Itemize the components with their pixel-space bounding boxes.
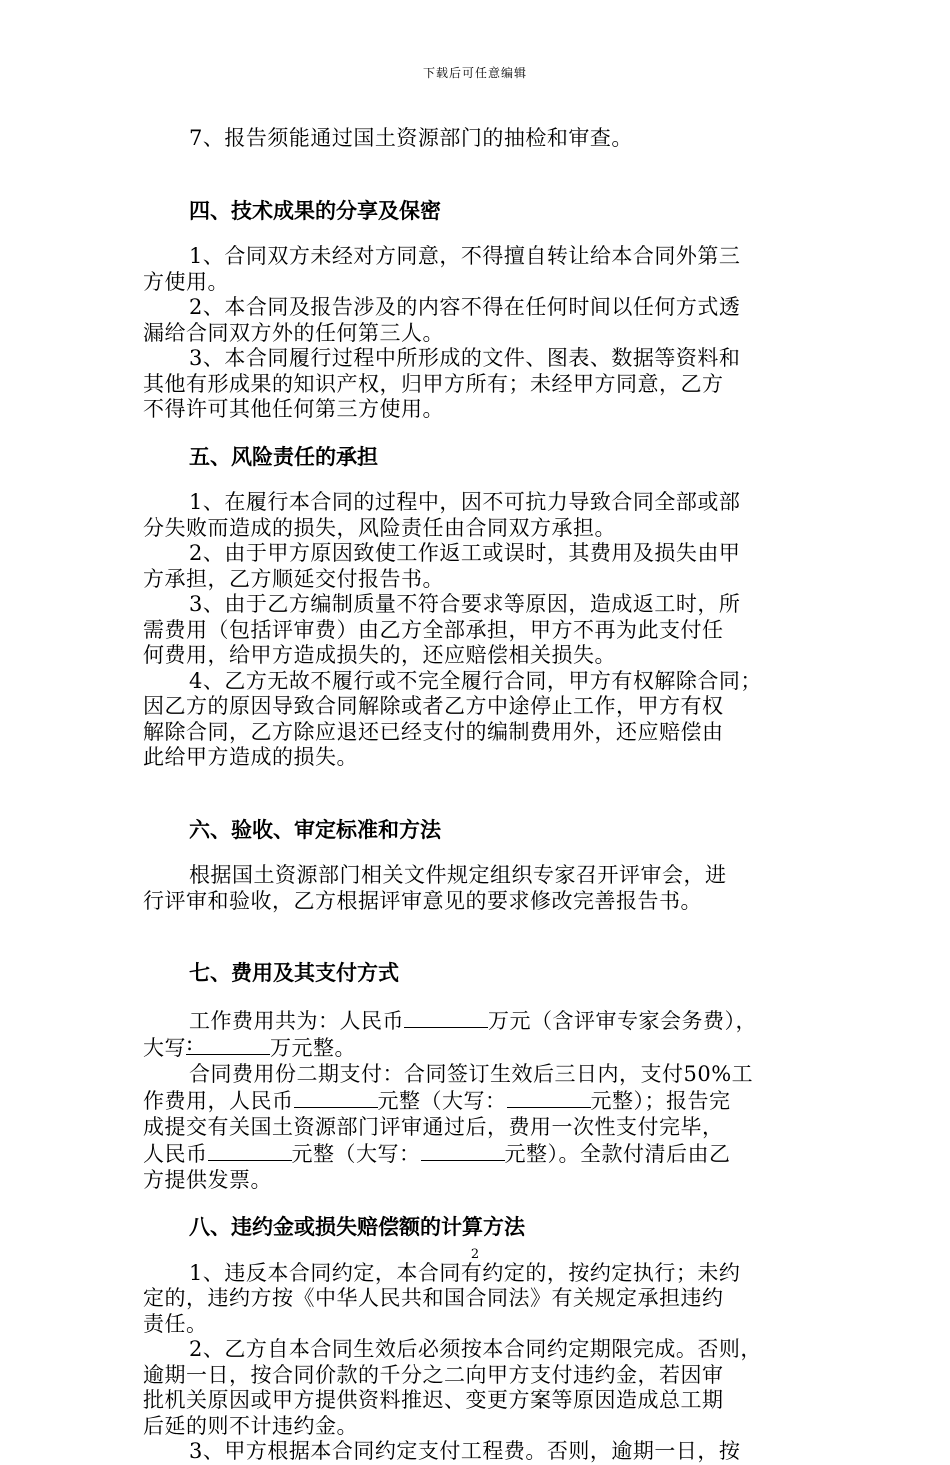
paragraph-item-7: 7、报告须能通过国土资源部门的抽检和审查。 [189, 126, 633, 150]
document-body [143, 126, 806, 1465]
section-5-title: 五、风险责任的承担 [189, 443, 378, 469]
section-5-item-2: 2、由于甲方原因致使工作返工或误时，其费用及损失由甲 方承担，乙方顺延交付报告书。 [143, 541, 741, 591]
page-number: 2 [470, 1247, 480, 1262]
section-6-body: 根据国土资源部门相关文件规定组织专家召开评审会，进 行评审和验收，乙方根据评审意见的要求修改完善报告书。 [143, 863, 727, 913]
section-4-item-2: 2、本合同及报告涉及的内容不得在任何时间以任何方式透 漏给合同双方外的任何第三人。 [143, 295, 741, 345]
second-payment-amount-blank[interactable] [208, 1140, 292, 1161]
section-8-title: 八、违约金或损失赔偿额的计算方法 [189, 1214, 525, 1239]
section-8-item-2: 2、乙方自本合同生效后必须按本合同约定期限完成。否则， 逾期一日，按合同价款的千分之二向甲方支付违约金，若因审 批机关原因或甲方提供资料推迟、变更方案等原因造成总工期 后延的则不计违约金。 [143, 1337, 762, 1438]
section-5-item-4: 4、乙方无故不履行或不完全履行合同，甲方有权解除合同； 因乙方的原因导致合同解除或者乙方中途停止工作，甲方有权 解除合同，乙方除应退还已经支付的编制费用外，还应赔偿由 此给甲方造成的损失。 [143, 668, 762, 769]
section-4-item-1: 1、合同双方未经对方同意，不得擅自转让给本合同外第三 方使用。 [143, 244, 741, 294]
fee-capital-blank[interactable]: : [186, 1034, 270, 1055]
first-payment-amount-blank[interactable] [294, 1087, 378, 1108]
section-6-title: 六、验收、审定标准和方法 [189, 816, 441, 842]
section-5-item-1: 1、在履行本合同的过程中，因不可抗力导致合同全部或部 分失败而造成的损失，风险责任由合同双方承担。 [143, 490, 741, 540]
fee-amount-blank[interactable] [404, 1007, 488, 1028]
second-payment-capital-blank[interactable] [421, 1140, 505, 1161]
section-8-item-1: 1、违反本合同约定，本合同有约定的，按约定执行；未约 定的，违约方按《中华人民共和国合同法》有关规定承担违约 责任。 [143, 1260, 741, 1336]
page-header: 下载后可任意编辑 [422, 66, 527, 80]
section-7-payment-terms: 合同费用份二期支付：合同签订生效后三日内，支付50%工 作费用，人民币 元整（大写： 元整）；报告完 成提交有关国土资源部门评审通过后，费用一次性支付完毕， 人民币 元整（大写： 元整）。全款付清后由乙 方提供发票。 [143, 1061, 754, 1192]
section-4-title: 四、技术成果的分享及保密 [189, 197, 441, 223]
section-7-title: 七、费用及其支付方式 [189, 960, 399, 985]
section-8-item-3: 3、甲方根据本合同约定支付工程费。否则，逾期一日，按 [189, 1439, 741, 1463]
section-5-item-3: 3、由于乙方编制质量不符合要求等原因，造成返工时，所 需费用（包括评审费）由乙方全部承担，甲方不再为此支付任 何费用，给甲方造成损失的，还应赔偿相关损失。 [143, 592, 741, 667]
first-payment-capital-blank[interactable] [507, 1087, 591, 1108]
section-4-item-3: 3、本合同履行过程中所形成的文件、图表、数据等资料和 其他有形成果的知识产权，归甲方所有；未经甲方同意，乙方 不得许可其他任何第三方使用。 [143, 346, 741, 421]
section-7-fee-total: 工作费用共为：人民币 万元（含评审专家会务费）， 大写 : 万元整。 [143, 1008, 757, 1060]
